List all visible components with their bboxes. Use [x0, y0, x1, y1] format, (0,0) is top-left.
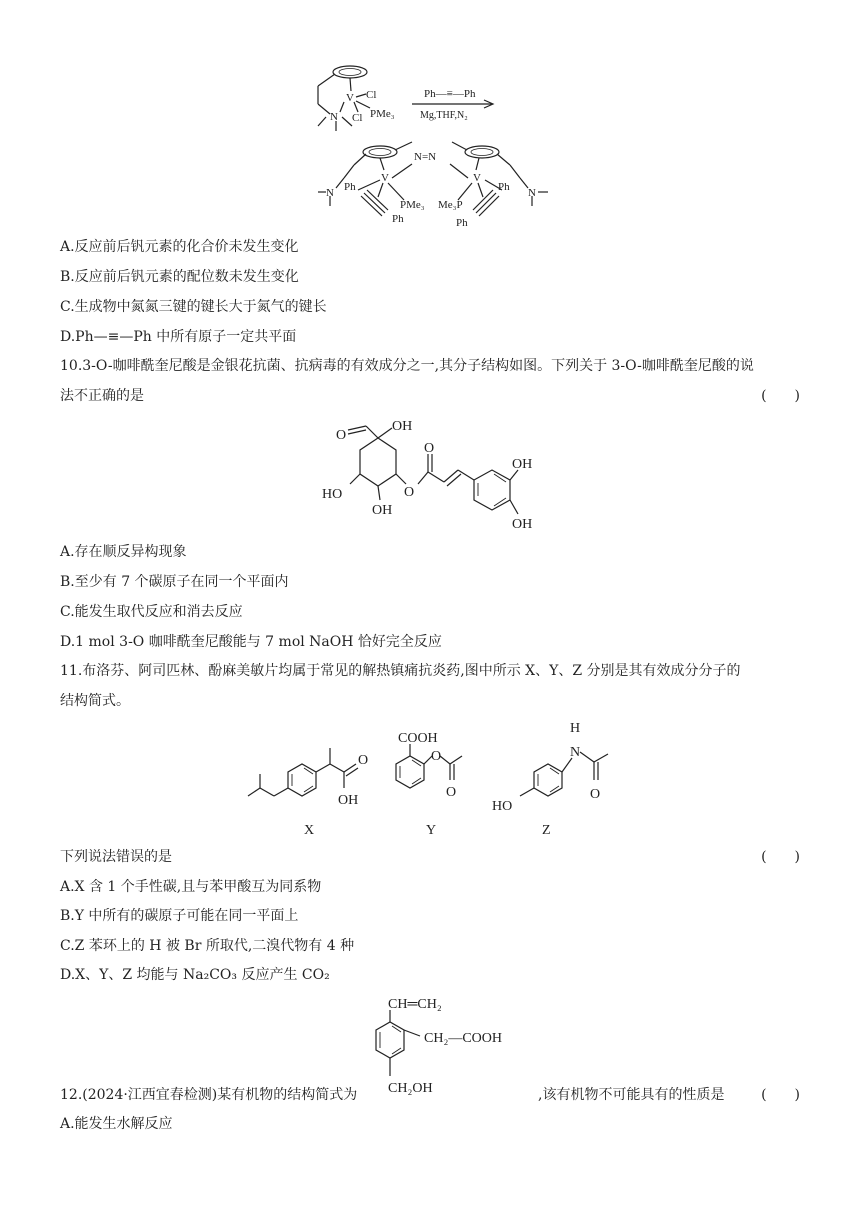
- q10-answer-bracket: ( ): [761, 388, 800, 404]
- x-label-o: O: [358, 753, 369, 768]
- label-n-right: N: [528, 187, 536, 199]
- y-label-cooh: COOH: [398, 731, 438, 746]
- q10-stem-line1: 10.3-O-咖啡酰奎尼酸是金银花抗菌、抗病毒的有效成分之一,其分子结构如图。下列关于 3-O-咖啡酰奎尼酸的说: [60, 358, 754, 374]
- q11-option-b: B.Y 中所有的碳原子可能在同一平面上: [60, 908, 299, 924]
- label-ph4: Ph: [456, 217, 468, 229]
- y-label-o-ester: O: [431, 749, 442, 764]
- z-label-h: H: [570, 721, 581, 736]
- scheme-reagent-bottom: Mg,THF,N₂: [420, 110, 468, 121]
- q10-label-o-ketone: O: [336, 428, 347, 443]
- q11-structures: [0, 718, 860, 838]
- scheme-reagent-top: Ph—≡—Ph: [424, 88, 476, 100]
- q10-stem-line2: 法不正确的是: [60, 388, 144, 404]
- q9-option-b: B.反应前后钒元素的配位数未发生变化: [60, 269, 299, 285]
- label-ph1: Ph: [344, 181, 356, 193]
- label-n: N: [330, 111, 338, 123]
- q11-option-d: D.X、Y、Z 均能与 Na₂CO₃ 反应产生 CO₂: [60, 967, 330, 983]
- label-v-right: V: [473, 172, 481, 184]
- q10-option-c: C.能发生取代反应和消去反应: [60, 604, 243, 620]
- q10-option-a: A.存在顺反异构现象: [60, 544, 187, 560]
- q9-option-d: D.Ph—≡—Ph 中所有原子一定共平面: [60, 329, 297, 345]
- q9-option-a: A.反应前后钒元素的化合价未发生变化: [60, 239, 299, 255]
- q11-option-a: A.X 含 1 个手性碳,且与苯甲酸互为同系物: [60, 879, 322, 895]
- label-pme3-left: PMe₃: [400, 199, 425, 211]
- q10-option-b: B.至少有 7 个碳原子在同一个平面内: [60, 574, 289, 590]
- q12-stem-prefix: 12.(2024·江西宜春检测)某有机物的结构简式为: [60, 1087, 358, 1103]
- q12-label-acid: CH₂—COOH: [424, 1031, 502, 1046]
- q12-label-alcohol: CH₂OH: [388, 1081, 433, 1096]
- q12-answer-bracket: ( ): [761, 1087, 800, 1103]
- q10-label-oh-lower-right: OH: [512, 517, 533, 532]
- z-label-ho: HO: [492, 799, 513, 814]
- q11-answer-bracket: ( ): [761, 849, 800, 865]
- q11-question: 下列说法错误的是: [60, 849, 172, 865]
- q11-option-c: C.Z 苯环上的 H 被 Br 所取代,二溴代物有 4 种: [60, 938, 355, 954]
- label-v-left: V: [381, 172, 389, 184]
- z-label-o: O: [590, 787, 601, 802]
- q12-label-vinyl: CH═CH₂: [388, 997, 442, 1012]
- q12-stem-suffix: ,该有机物不可能具有的性质是: [538, 1087, 725, 1103]
- q11-stem-line2: 结构简式。: [60, 693, 130, 709]
- reaction-scheme: [0, 0, 860, 240]
- q10-option-d: D.1 mol 3-O 咖啡酰奎尼酸能与 7 mol NaOH 恰好完全反应: [60, 634, 442, 650]
- q12-option-a: A.能发生水解反应: [60, 1116, 173, 1132]
- label-v: V: [346, 92, 354, 104]
- z-name: Z: [542, 823, 551, 838]
- q10-label-o-ester: O: [404, 485, 415, 500]
- q11-stem-line1: 11.布洛芬、阿司匹林、酚麻美敏片均属于常见的解热镇痛抗炎药,图中所示 X、Y、Z 分别是其有效成分分子的: [60, 663, 741, 679]
- label-n2: N=N: [414, 151, 437, 163]
- q10-label-oh-top: OH: [392, 419, 413, 434]
- label-cl1: Cl: [366, 89, 377, 101]
- x-name: X: [304, 823, 315, 838]
- x-label-oh: OH: [338, 793, 359, 808]
- y-label-o-carbonyl: O: [446, 785, 457, 800]
- q10-label-o-carbonyl: O: [424, 441, 435, 456]
- q10-structure: [0, 410, 860, 540]
- q10-label-ho-left: HO: [322, 487, 343, 502]
- q9-option-c: C.生成物中氮氮三键的键长大于氮气的键长: [60, 299, 327, 315]
- label-pme3: PMe₃: [370, 108, 395, 120]
- y-name: Y: [426, 823, 437, 838]
- q10-label-oh-right: OH: [512, 457, 533, 472]
- q10-label-oh-bottom: OH: [372, 503, 393, 518]
- label-ph2: Ph: [392, 213, 404, 225]
- label-ph3: Ph: [498, 181, 510, 193]
- label-cl2: Cl: [352, 112, 363, 124]
- label-me3p: Me₃P: [438, 199, 463, 211]
- z-label-n: N: [570, 745, 581, 760]
- label-n-left: N: [326, 187, 334, 199]
